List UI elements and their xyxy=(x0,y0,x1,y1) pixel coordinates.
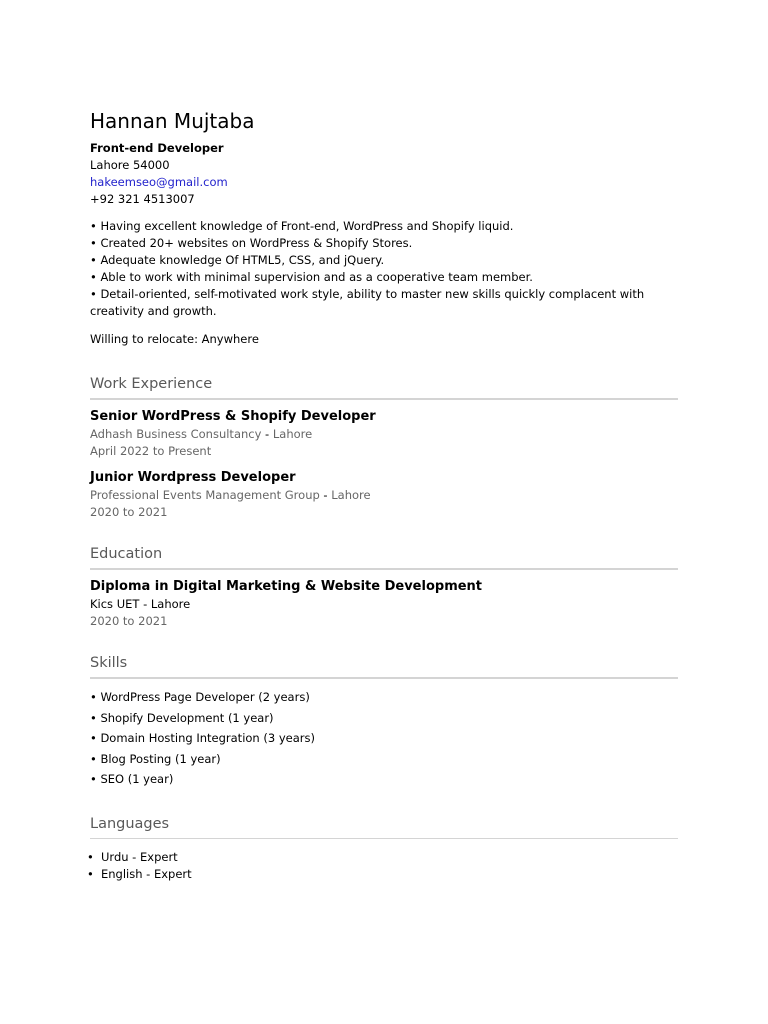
job-title: Senior WordPress & Shopify Developer xyxy=(90,409,376,424)
job-headline: Front-end Developer xyxy=(90,141,224,155)
section-title-education: Education xyxy=(90,544,678,570)
job-title: Junior Wordpress Developer xyxy=(90,470,296,485)
skill-item: • Domain Hosting Integration (3 years) xyxy=(90,731,315,745)
resume-page xyxy=(87,108,678,883)
section-title-skills: Skills xyxy=(90,653,678,679)
phone-number: +92 321 4513007 xyxy=(90,192,195,206)
summary xyxy=(90,218,678,320)
language-item xyxy=(87,866,678,883)
education-section xyxy=(90,544,678,629)
section-title-languages: Languages xyxy=(90,814,678,839)
degree-title: Diploma in Digital Marketing & Website Development xyxy=(90,579,483,594)
language-text: English - Expert xyxy=(101,866,192,881)
skill-item: • SEO (1 year) xyxy=(90,772,174,786)
school-name: Kics UET - Lahore xyxy=(90,597,191,611)
summary-line: • Detail-oriented, self-motivated work style, ability to master new skills quickly complacent with creativity and growth. xyxy=(90,287,645,318)
summary-line: • Adequate knowledge Of HTML5, CSS, and jQuery. xyxy=(90,253,385,267)
language-text: Urdu - Expert xyxy=(101,849,178,864)
job-dates: April 2022 to Present xyxy=(90,443,212,458)
skills-section xyxy=(90,653,678,790)
job-company: Adhash Business Consultancy xyxy=(90,427,262,441)
job-location: Lahore xyxy=(272,427,313,441)
language-list xyxy=(87,849,678,883)
bullet-icon: • xyxy=(87,866,94,881)
email-link[interactable]: hakeemseo@gmail.com xyxy=(90,175,228,189)
work-experience-section xyxy=(90,374,678,520)
skill-item: • WordPress Page Developer (2 years) xyxy=(90,690,310,704)
job-entry xyxy=(90,408,678,459)
candidate-name: Hannan Mujtaba xyxy=(90,109,255,133)
job-company-line: Professional Events Management Group - Lahore xyxy=(90,488,371,502)
job-dates: 2020 to 2021 xyxy=(90,504,168,519)
languages-section xyxy=(87,814,678,883)
language-item xyxy=(87,849,678,866)
skill-item: • Blog Posting (1 year) xyxy=(90,751,221,766)
job-company-line: Adhash Business Consultancy - Lahore xyxy=(90,427,313,441)
job-entry xyxy=(90,469,678,520)
education-dates: 2020 to 2021 xyxy=(90,613,168,628)
bullet-icon: • xyxy=(87,849,94,864)
job-location: Lahore xyxy=(331,488,371,502)
location: Lahore 54000 xyxy=(90,158,170,172)
summary-line: • Created 20+ websites on WordPress & Shopify Stores. xyxy=(90,236,413,250)
job-company: Professional Events Management Group xyxy=(90,488,320,502)
section-title-work: Work Experience xyxy=(90,374,678,400)
summary-line: • Having excellent knowledge of Front-end, WordPress and Shopify liquid. xyxy=(90,219,514,233)
skill-item: • Shopify Development (1 year) xyxy=(90,710,274,725)
education-entry xyxy=(90,578,678,629)
relocation-preference: Willing to relocate: Anywhere xyxy=(90,332,259,346)
summary-line: • Able to work with minimal supervision and as a cooperative team member. xyxy=(90,270,533,284)
